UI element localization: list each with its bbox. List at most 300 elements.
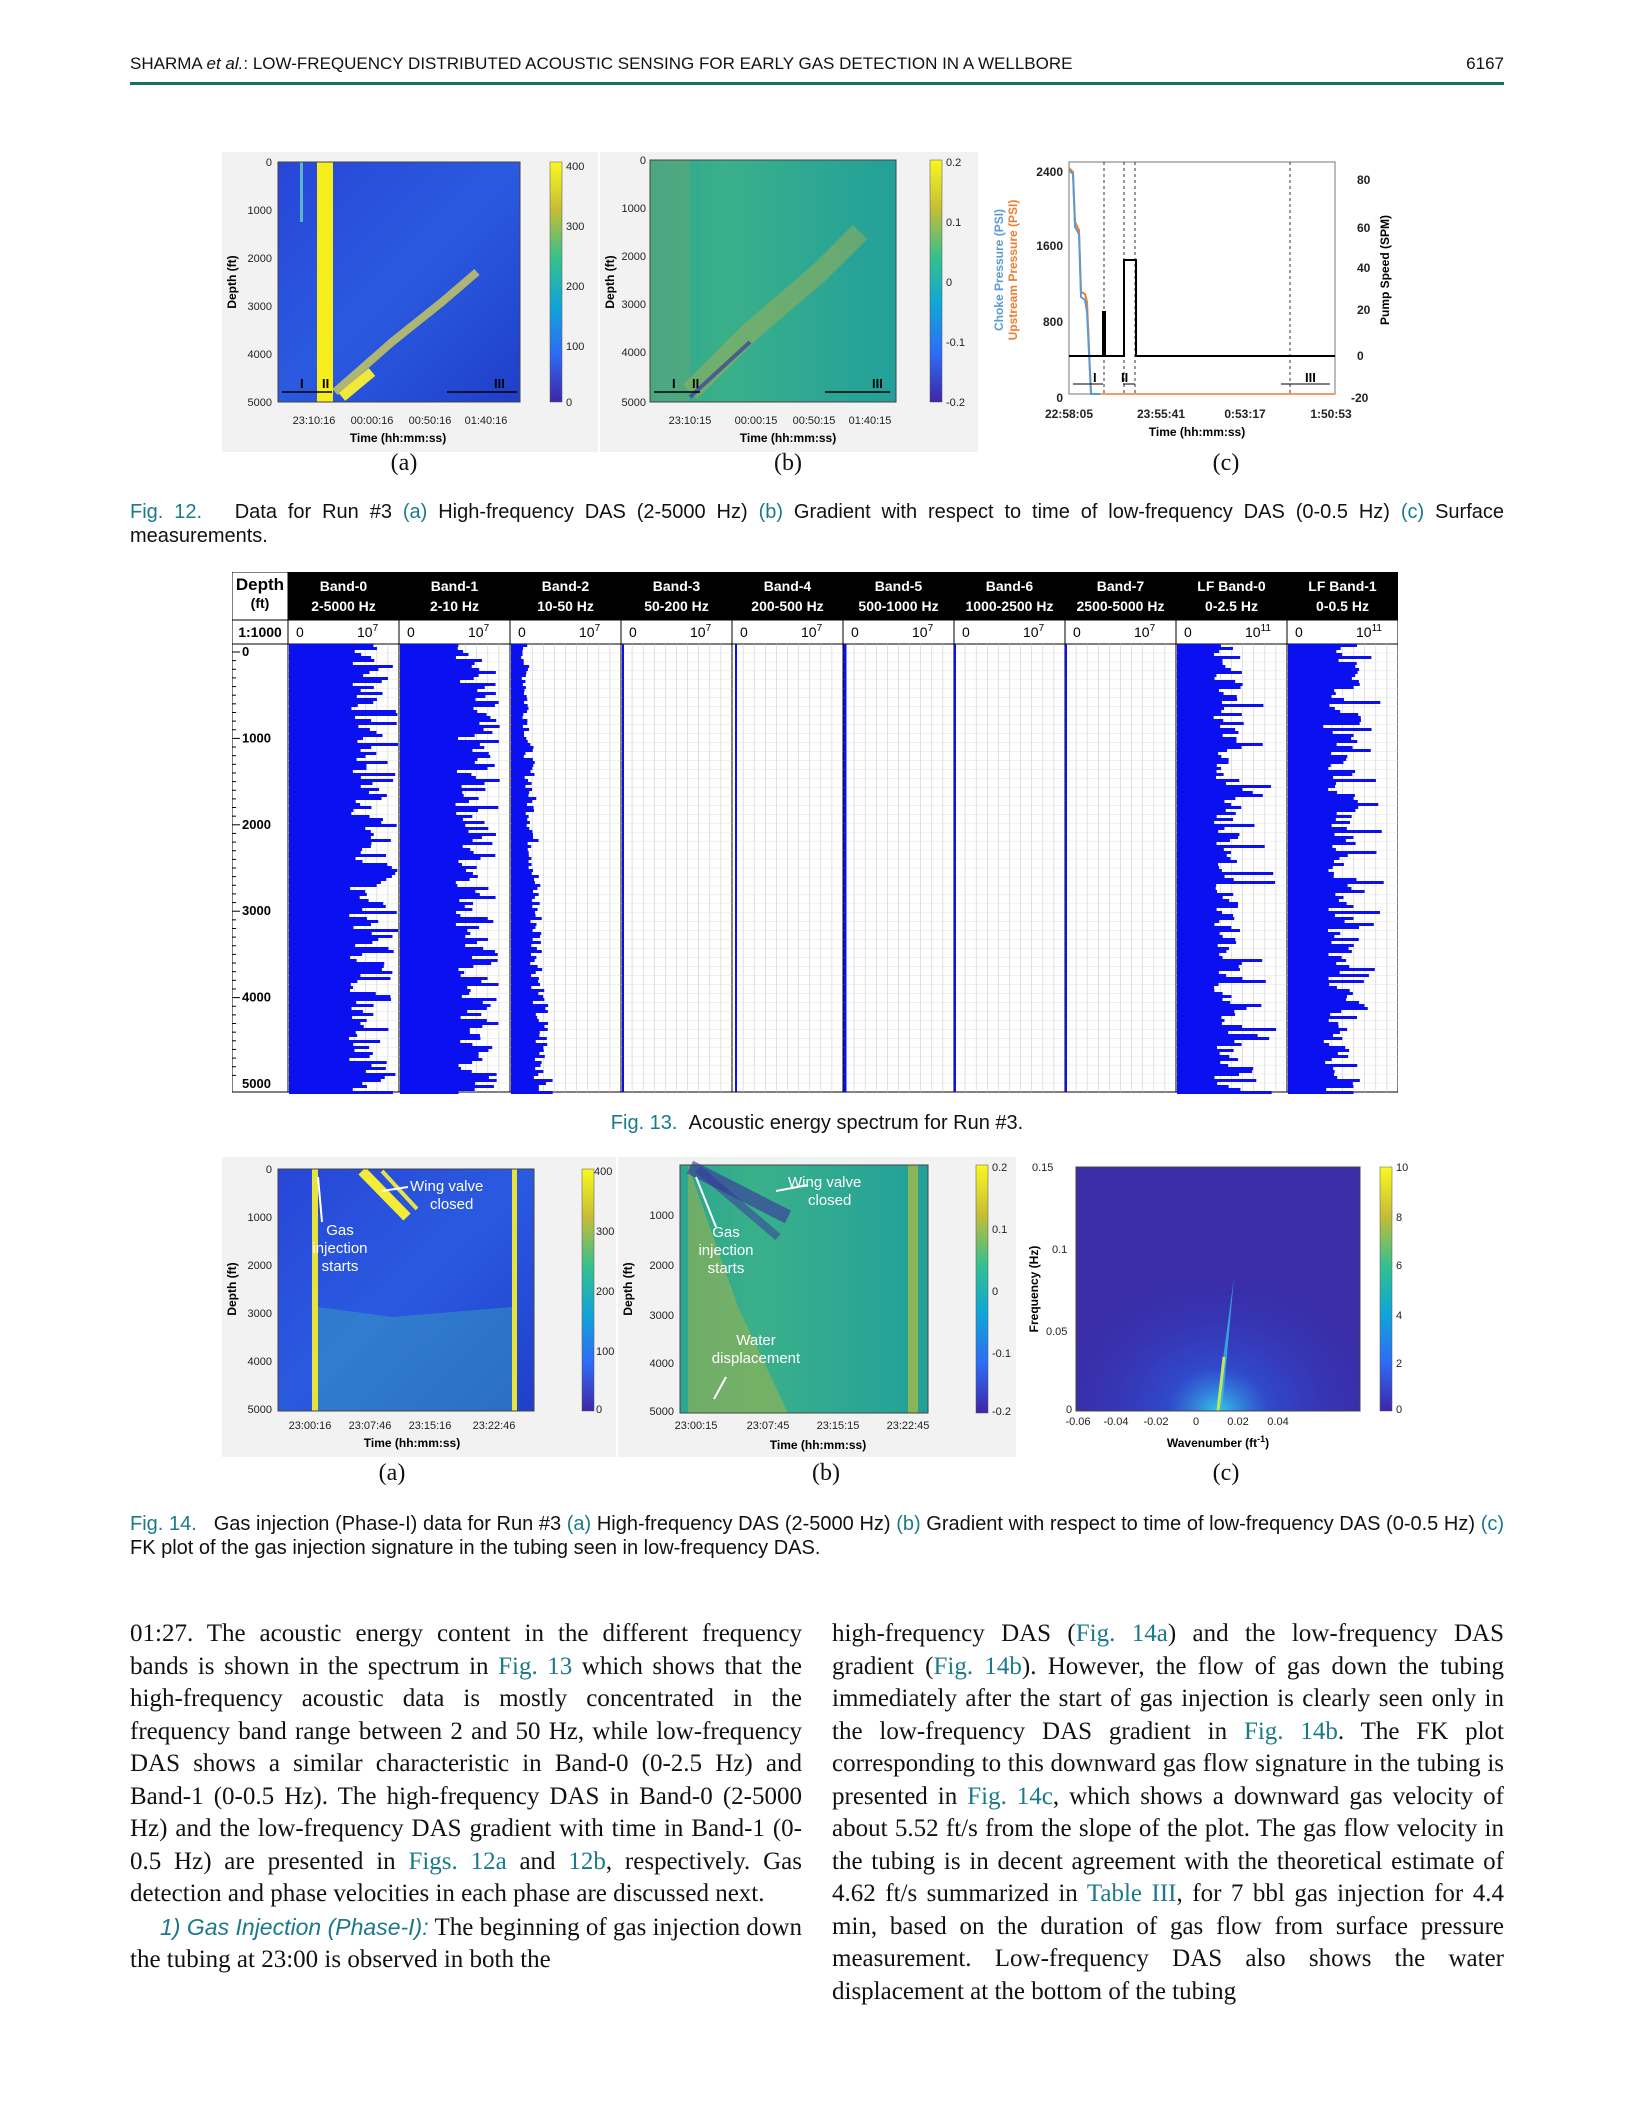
energy-bar (1177, 818, 1233, 821)
energy-bar (511, 671, 526, 674)
energy-bar (511, 833, 533, 836)
energy-bar (1177, 830, 1218, 833)
energy-bar (1288, 773, 1352, 776)
ylabel: Depth (ft) (225, 255, 239, 309)
energy-bar (511, 959, 535, 962)
energy-bar (400, 959, 498, 962)
energy-bar (289, 719, 371, 722)
energy-bar (289, 863, 387, 866)
energy-bar (1288, 1013, 1330, 1016)
fig14-panel-c (1022, 1157, 1408, 1457)
xtick: 00:00:15 (734, 415, 778, 427)
energy-bar (289, 1061, 387, 1064)
energy-bar (400, 893, 480, 896)
energy-bar (289, 761, 388, 764)
energy-bar (1288, 734, 1354, 737)
energy-bar (1177, 806, 1241, 809)
energy-bar (1288, 974, 1369, 977)
energy-bar (289, 917, 367, 920)
energy-bar (400, 875, 478, 878)
link-fig12a[interactable]: Figs. 12a (408, 1847, 507, 1875)
energy-bar (1177, 902, 1238, 905)
link-table3[interactable]: Table III (1086, 1880, 1177, 1907)
energy-bar (289, 845, 371, 848)
cbar-tick: 300 (596, 1226, 615, 1238)
energy-bar (1288, 875, 1334, 878)
energy-bar (400, 782, 485, 785)
energy-bar (289, 830, 371, 833)
energy-bar (400, 830, 469, 833)
energy-bar (1177, 998, 1222, 1001)
energy-bar (1177, 878, 1234, 881)
energy-bar (1288, 965, 1349, 968)
energy-bar (511, 1022, 548, 1025)
energy-bar (1177, 743, 1263, 746)
energy-bar (1177, 644, 1221, 647)
energy-bar (1177, 1040, 1234, 1043)
energy-bar (1288, 719, 1361, 722)
energy-bar (511, 704, 528, 707)
energy-bar (1177, 1031, 1228, 1034)
ann-water: Water (736, 1332, 776, 1349)
energy-bar (1177, 944, 1218, 947)
energy-bar (1288, 998, 1346, 1001)
energy-bar (400, 914, 460, 917)
xlabel: Wavenumber $(ft^{-1})$ (1166, 1434, 1270, 1450)
energy-bar (1288, 968, 1375, 971)
energy-bar (1177, 683, 1243, 686)
energy-bar (400, 1064, 459, 1067)
energy-bar (400, 737, 458, 740)
energy-bar (1288, 962, 1336, 965)
energy-bar (1288, 995, 1347, 998)
energy-bar (1177, 782, 1226, 785)
energy-bar (511, 992, 538, 995)
energy-bar (1177, 914, 1233, 917)
energy-bar (289, 668, 378, 671)
energy-bar (1288, 881, 1384, 884)
energy-bar (511, 953, 531, 956)
energy-bar (1288, 854, 1348, 857)
energy-bar (400, 1052, 479, 1055)
energy-bar (1177, 911, 1222, 914)
energy-bar (1288, 686, 1354, 689)
energy-bar (1288, 806, 1358, 809)
energy-bar (1177, 1061, 1220, 1064)
energy-bar (400, 845, 463, 848)
energy-bar (511, 716, 523, 719)
energy-bar (1288, 887, 1351, 890)
energy-bar (289, 1016, 352, 1019)
energy-bar (511, 677, 522, 680)
energy-bar (511, 1070, 543, 1073)
energy-bar (400, 1055, 479, 1058)
band-scale-max: $10^7$ (579, 623, 601, 640)
energy-bar (511, 683, 523, 686)
energy-bar (1288, 725, 1323, 728)
depth-track (232, 644, 288, 1092)
link-fig13[interactable]: Fig. 13 (498, 1652, 573, 1680)
energy-bar (400, 653, 468, 656)
cbar-tick: -0.2 (946, 397, 965, 409)
fig14-panel-a (222, 1157, 616, 1457)
energy-bar (289, 731, 376, 734)
ylabel-pump: Pump Speed (SPM) (1378, 214, 1392, 326)
energy-bar (289, 698, 377, 701)
energy-bar (511, 842, 528, 845)
energy-bar (1288, 764, 1331, 767)
energy-bar (400, 1013, 481, 1016)
energy-bar (511, 686, 526, 689)
energy-bar (289, 878, 386, 881)
energy-bar (400, 929, 467, 932)
ytick: 0.05 (1046, 1326, 1068, 1338)
link-fig12b[interactable]: 12b (568, 1847, 606, 1875)
xtick: 0.04 (1267, 1416, 1289, 1428)
energy-bar (400, 704, 495, 707)
ytick: 2000 (247, 253, 272, 265)
band-range: 1000-2500 Hz (965, 598, 1054, 614)
xtick: 00:50:15 (792, 415, 836, 427)
ytick-left: 2400 (1036, 165, 1063, 179)
energy-bar (289, 971, 392, 974)
energy-bar (1177, 1052, 1220, 1055)
ann-valve: Wing valve (788, 1174, 862, 1191)
energy-bar (511, 758, 533, 761)
energy-bar (289, 815, 370, 818)
energy-bar (1177, 722, 1244, 725)
energy-bar (511, 896, 535, 899)
energy-bar (1177, 908, 1217, 911)
energy-bar (1288, 1073, 1334, 1076)
energy-bar (1177, 689, 1219, 692)
energy-bar (1177, 1055, 1229, 1058)
energy-bar (1288, 920, 1345, 923)
energy-bar (511, 971, 536, 974)
phase-III: III (494, 376, 505, 391)
energy-bar (1288, 1025, 1339, 1028)
energy-bar (1177, 767, 1221, 770)
energy-bar (511, 857, 531, 860)
energy-bar (289, 1046, 369, 1049)
xtick: -0.04 (1103, 1416, 1129, 1428)
energy-bar (289, 743, 398, 746)
fig14-c-label: (c) (1212, 1460, 1240, 1486)
energy-bar (400, 1040, 460, 1043)
energy-bar (289, 974, 360, 977)
energy-bar (511, 692, 524, 695)
energy-bar (400, 974, 461, 977)
band-range: 50-200 Hz (644, 598, 709, 614)
energy-bar (289, 749, 361, 752)
energy-bar (289, 659, 374, 662)
energy-bar (511, 737, 526, 740)
xtick: 0.02 (1227, 1416, 1249, 1428)
link-fig14b[interactable]: Fig. 14b (933, 1652, 1022, 1680)
energy-bar (400, 839, 473, 842)
energy-bar (1288, 1046, 1345, 1049)
energy-bar (1177, 833, 1239, 836)
energy-bar (511, 917, 542, 920)
energy-bar (289, 1040, 380, 1043)
fig14-b-label: (b) (812, 1460, 840, 1486)
energy-bar (1177, 1019, 1224, 1022)
energy-bar (511, 647, 523, 650)
xtick: 22:58:05 (1044, 407, 1094, 421)
ytick: 3000 (247, 1308, 272, 1320)
energy-bar (1177, 1007, 1246, 1010)
energy-bar (1288, 746, 1353, 749)
energy-bar (1288, 785, 1335, 788)
energy-bar (511, 806, 534, 809)
energy-bar (1177, 995, 1231, 998)
energy-bar (400, 833, 496, 836)
energy-bar (1177, 1037, 1269, 1040)
energy-bar (289, 653, 361, 656)
energy-bar (289, 728, 370, 731)
energy-bar (511, 1034, 539, 1037)
energy-bar (289, 905, 386, 908)
energy-bar (1288, 689, 1334, 692)
cbar-tick: 6 (1396, 1260, 1403, 1272)
band-scale-cell (1065, 620, 1176, 644)
energy-bar (289, 986, 353, 989)
energy-bar (1177, 1004, 1261, 1007)
energy-bar (400, 932, 470, 935)
energy-bar (1288, 1031, 1340, 1034)
energy-bar (1288, 1076, 1337, 1079)
energy-bar (400, 761, 475, 764)
xtick: 23:00:15 (674, 1420, 718, 1432)
energy-bar (1288, 941, 1331, 944)
energy-bar (1177, 863, 1218, 866)
energy-bar (400, 815, 472, 818)
energy-bar (400, 821, 485, 824)
energy-bar (1177, 1064, 1228, 1067)
energy-bar (1177, 815, 1217, 818)
energy-bar (1288, 1016, 1357, 1019)
energy-bar (511, 812, 526, 815)
energy-bar (1177, 653, 1214, 656)
energy-bar (289, 710, 396, 713)
energy-bar (289, 1082, 362, 1085)
energy-bar (400, 971, 464, 974)
energy-bar (1288, 677, 1352, 680)
energy-bar (400, 1082, 475, 1085)
energy-bar (1288, 767, 1328, 770)
energy-bar (1288, 728, 1372, 731)
phase-II: II (322, 376, 330, 391)
xtick: 0:53:17 (1224, 407, 1266, 421)
energy-bar (289, 866, 392, 869)
energy-bar (1177, 776, 1216, 779)
ylabel-upstream: Upstream Pressure (PSI) (1006, 199, 1020, 341)
energy-bar (1177, 707, 1224, 710)
energy-bar (511, 893, 539, 896)
energy-bar (400, 773, 471, 776)
energy-bar (511, 710, 527, 713)
energy-bar (289, 1004, 374, 1007)
energy-bar (289, 953, 362, 956)
energy-bar (1288, 878, 1356, 881)
energy-bar (1177, 1046, 1217, 1049)
fig13-caption: Fig. 13. Acoustic energy spectrum for Run #3. (610, 1112, 1024, 1134)
energy-bar (1288, 791, 1337, 794)
energy-bar (511, 1067, 535, 1070)
energy-bar (289, 938, 378, 941)
energy-bar (400, 1034, 480, 1037)
energy-bar (400, 890, 475, 893)
energy-bar (400, 986, 467, 989)
energy-bar (511, 1007, 545, 1010)
energy-bar (1177, 935, 1223, 938)
energy-bar (1288, 794, 1355, 797)
energy-bar (1177, 659, 1222, 662)
energy-bar (289, 1064, 371, 1067)
energy-bar (289, 797, 382, 800)
energy-bar (1177, 812, 1236, 815)
energy-bar (1177, 842, 1217, 845)
energy-bar (400, 677, 474, 680)
energy-bar (511, 932, 541, 935)
energy-bar (1177, 662, 1223, 665)
band-scale-max: $10^7$ (1134, 623, 1156, 640)
energy-bar (1177, 677, 1215, 680)
energy-bar (289, 758, 357, 761)
energy-bar (1288, 893, 1335, 896)
energy-bar (289, 929, 398, 932)
energy-bar (400, 863, 462, 866)
energy-bar (289, 875, 392, 878)
energy-bar (400, 824, 465, 827)
energy-bar (289, 926, 353, 929)
ytick: 0 (1066, 1404, 1073, 1416)
energy-bar (1288, 848, 1336, 851)
energy-bar (511, 809, 534, 812)
paragraph: 1) Gas Injection (Phase-I): The beginning of gas injection down the tubing at 23:00 is observed in both the (130, 1913, 802, 1973)
energy-bar (289, 737, 363, 740)
energy-bar (289, 704, 358, 707)
energy-bar (1288, 1058, 1332, 1061)
energy-bar (400, 956, 472, 959)
band-name: LF Band-1 (1308, 578, 1377, 594)
energy-bar (289, 977, 390, 980)
link-fig14b-2[interactable]: Fig. 14b (1243, 1717, 1338, 1745)
ann-water-2: displacement (711, 1350, 801, 1367)
energy-bar (400, 728, 484, 731)
energy-bar (1288, 662, 1357, 665)
energy-bar (1177, 905, 1238, 908)
energy-bar (1177, 854, 1227, 857)
depth-tick: 2000 (242, 816, 271, 832)
energy-bar (1177, 803, 1231, 806)
energy-bar (400, 920, 493, 923)
energy-bar (400, 818, 463, 821)
energy-bar (400, 992, 469, 995)
energy-bar (289, 824, 397, 827)
energy-bar (1288, 926, 1359, 929)
energy-bar (289, 896, 360, 899)
ytick: 0.1 (1052, 1244, 1068, 1256)
energy-bar (511, 851, 529, 854)
energy-bar (1177, 770, 1217, 773)
energy-bar (1177, 794, 1263, 797)
energy-bar (511, 938, 533, 941)
energy-bar (1288, 935, 1334, 938)
band-range: 500-1000 Hz (858, 598, 939, 614)
depth-header: Depth (235, 575, 285, 594)
energy-bar (400, 692, 496, 695)
energy-bar (400, 851, 474, 854)
energy-bar (400, 1007, 487, 1010)
energy-bar (400, 803, 456, 806)
energy-bar (400, 938, 488, 941)
energy-bar (511, 740, 528, 743)
energy-bar (1288, 1010, 1341, 1013)
energy-bar (289, 1022, 360, 1025)
energy-bar (1177, 1034, 1258, 1037)
energy-bar (1288, 815, 1352, 818)
energy-bar (1288, 911, 1380, 914)
ytick-left: 1600 (1036, 239, 1063, 253)
energy-bar (1177, 1091, 1272, 1094)
energy-bar (289, 839, 391, 842)
energy-bar (511, 998, 544, 1001)
energy-bar (511, 764, 533, 767)
energy-bar (400, 1016, 461, 1019)
band-name: Band-3 (652, 578, 701, 594)
band-name: Band-0 (319, 578, 368, 594)
energy-bar (511, 845, 531, 848)
energy-bar (511, 674, 526, 677)
energy-bar (1177, 1073, 1239, 1076)
band-range: 0-0.5 Hz (1316, 598, 1369, 614)
energy-bar (1288, 731, 1333, 734)
energy-bar (511, 983, 540, 986)
link-fig14c[interactable]: Fig. 14c (967, 1782, 1053, 1810)
energy-bar (289, 689, 361, 692)
energy-bar (511, 665, 529, 668)
energy-bar (289, 1079, 381, 1082)
energy-bar (1288, 740, 1357, 743)
body-column-left (130, 1618, 802, 1977)
energy-bar (511, 962, 530, 965)
band-scale-cell (399, 620, 510, 644)
energy-bar (511, 824, 527, 827)
energy-bar (1177, 1049, 1234, 1052)
running-header (130, 52, 1504, 85)
energy-bar (289, 686, 374, 689)
energy-bar (1177, 713, 1242, 716)
energy-bar (400, 1088, 475, 1091)
energy-bar (1288, 851, 1376, 854)
energy-bar (289, 854, 386, 857)
energy-bar (511, 878, 534, 881)
energy-bar (1288, 1082, 1353, 1085)
energy-bar (511, 836, 533, 839)
energy-bar (289, 1088, 353, 1091)
ytick: 2000 (621, 251, 646, 263)
energy-bar (511, 869, 533, 872)
energy-bar (1177, 875, 1225, 878)
energy-bar (1177, 956, 1223, 959)
energy-bar (289, 1028, 388, 1031)
energy-bar (400, 1085, 494, 1088)
link-fig14a[interactable]: Fig. 14a (1075, 1620, 1168, 1647)
energy-bar (289, 989, 350, 992)
energy-bar (511, 881, 535, 884)
energy-bar (1288, 899, 1339, 902)
